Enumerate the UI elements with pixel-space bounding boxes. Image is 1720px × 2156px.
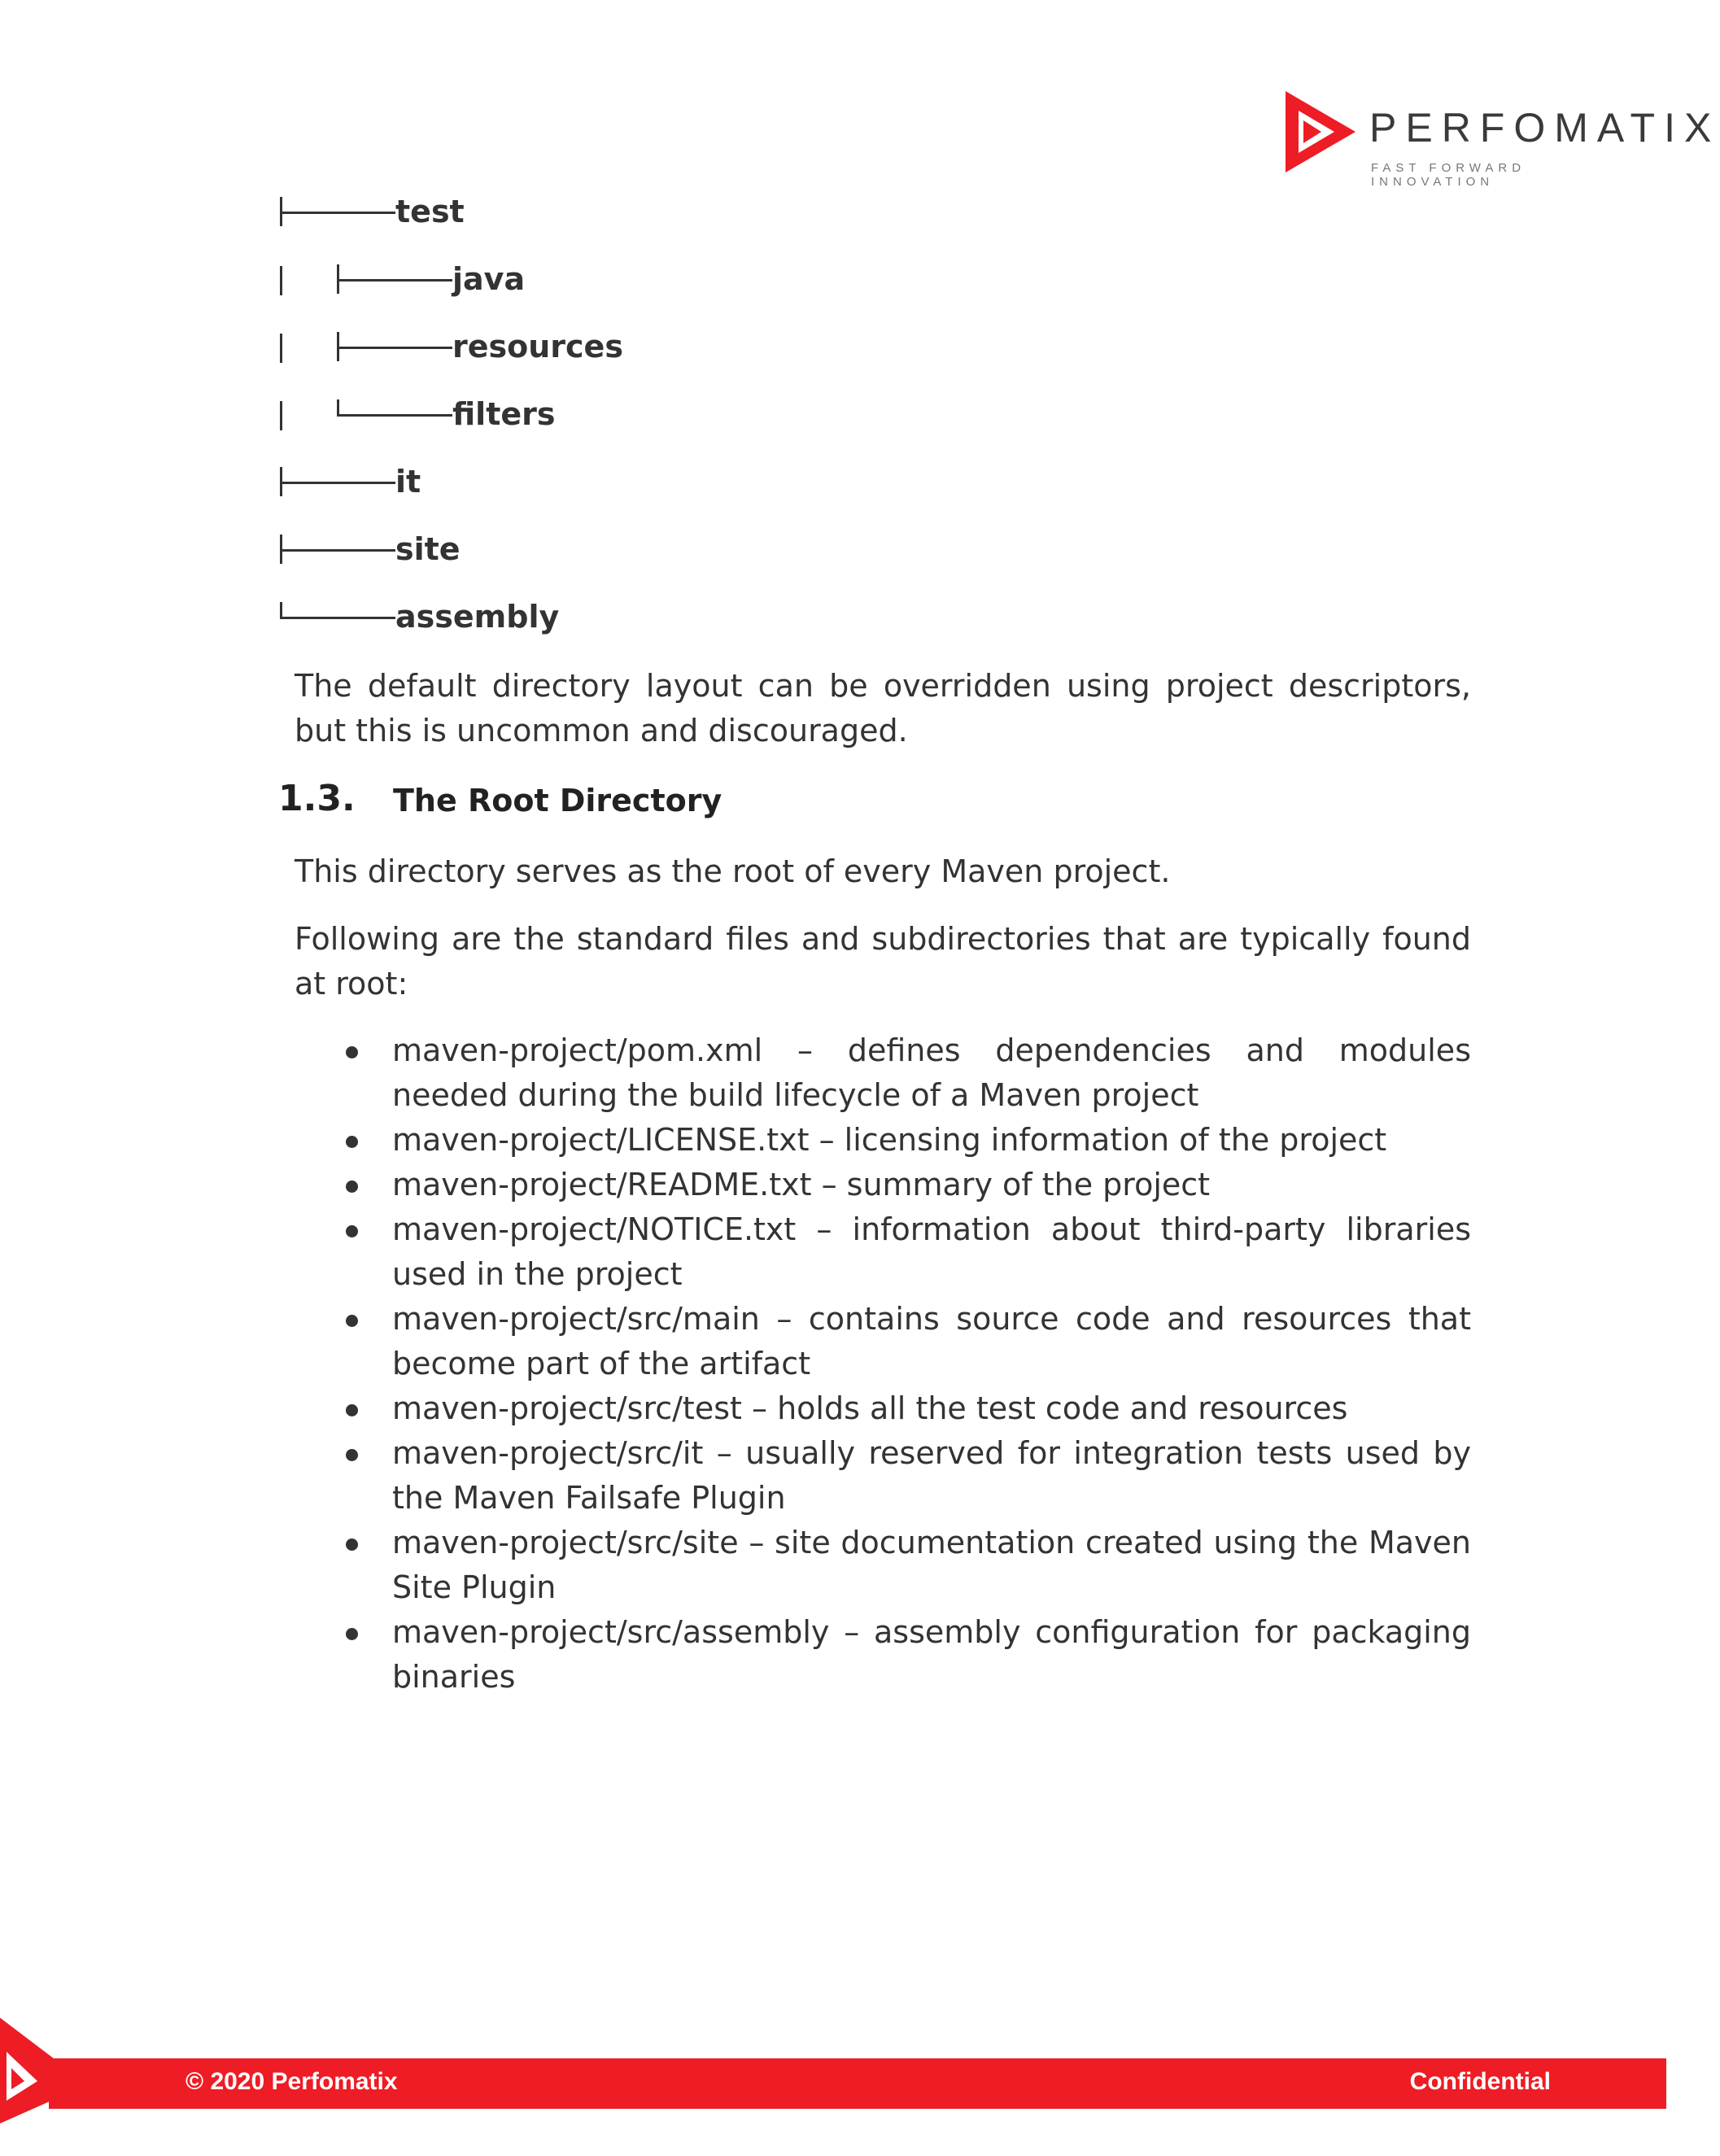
root-list-intro-paragraph: Following are the standard files and subdirectories that are typically found at root: (295, 921, 1471, 1002)
tree-label: site (395, 531, 461, 567)
tree-branch (280, 602, 282, 618)
list-item (392, 1521, 1471, 1610)
list-item (392, 1431, 1471, 1521)
tree-branch-line (337, 347, 452, 349)
bullet-icon (346, 1046, 358, 1058)
tree-branch-line (280, 212, 395, 214)
bullet-icon (346, 1404, 358, 1416)
section-title: The Root Directory (393, 783, 722, 818)
bullet-icon (346, 1181, 358, 1193)
list-item-text: maven-project/src/it – usually reserved for integration tests used by the Maven Failsafe Plugin (392, 1435, 1471, 1516)
tree-branch-line (337, 279, 452, 282)
tree-label: it (395, 464, 421, 500)
layout-note-paragraph: The default directory layout can be overridden using project descriptors, but this is uncommon and discouraged. (295, 668, 1471, 748)
tree-label: resources (452, 329, 623, 364)
list-item-text: maven-project/src/assembly – assembly configuration for packaging binaries (392, 1614, 1471, 1695)
list-item (392, 1207, 1471, 1297)
root-files-list (392, 1028, 1471, 1700)
tree-branch (337, 399, 339, 416)
list-item (392, 1163, 1471, 1207)
tree-branch-line (337, 414, 452, 417)
list-item-text: maven-project/NOTICE.txt – information about third-party libraries used in the project (392, 1211, 1471, 1292)
list-item-text: maven-project/src/main – contains source code and resources that become part of the artifact (392, 1301, 1471, 1381)
list-item (392, 1610, 1471, 1700)
brand-logo (1284, 89, 1720, 189)
footer-confidential: Confidential (1409, 2068, 1551, 2095)
bullet-icon (346, 1225, 358, 1237)
list-item-text: maven-project/src/site – site documentation created using the Maven Site Plugin (392, 1525, 1471, 1605)
bullet-icon (346, 1449, 358, 1461)
list-item (392, 1297, 1471, 1386)
tree-bar (280, 266, 282, 295)
page-footer (0, 2010, 1666, 2123)
list-item-text: maven-project/LICENSE.txt – licensing information of the project (392, 1122, 1387, 1158)
footer-copyright: © 2020 Perfomatix (186, 2068, 398, 2095)
list-item-text: maven-project/src/test – holds all the test code and resources (392, 1390, 1348, 1426)
list-item (392, 1028, 1471, 1118)
list-item (392, 1118, 1471, 1163)
section-number: 1.3. (278, 778, 356, 819)
tree-label: filters (452, 396, 556, 432)
tree-label: java (452, 261, 526, 297)
list-item (392, 1386, 1471, 1431)
brand-tagline: FAST FORWARD INNOVATION (1371, 161, 1526, 189)
bullet-icon (346, 1315, 358, 1327)
list-item-text: maven-project/pom.xml – defines dependencies and modules needed during the build lifecycle of a Maven project (392, 1032, 1471, 1113)
list-item-text: maven-project/README.txt – summary of the project (392, 1167, 1211, 1202)
tree-bar (280, 334, 282, 363)
tree-branch-line (280, 482, 395, 484)
root-intro-paragraph: This directory serves as the root of every Maven project. (295, 853, 1171, 889)
tree-bar (280, 401, 282, 430)
tree-branch-line (280, 549, 395, 552)
logo-arrow-icon (1284, 89, 1357, 174)
tree-branch-line (280, 617, 395, 619)
bullet-icon (346, 1136, 358, 1148)
bullet-icon (346, 1628, 358, 1640)
tree-label: test (395, 194, 465, 229)
brand-name: PERFOMATIX (1369, 105, 1720, 151)
bullet-icon (346, 1538, 358, 1551)
tree-label: assembly (395, 599, 560, 635)
